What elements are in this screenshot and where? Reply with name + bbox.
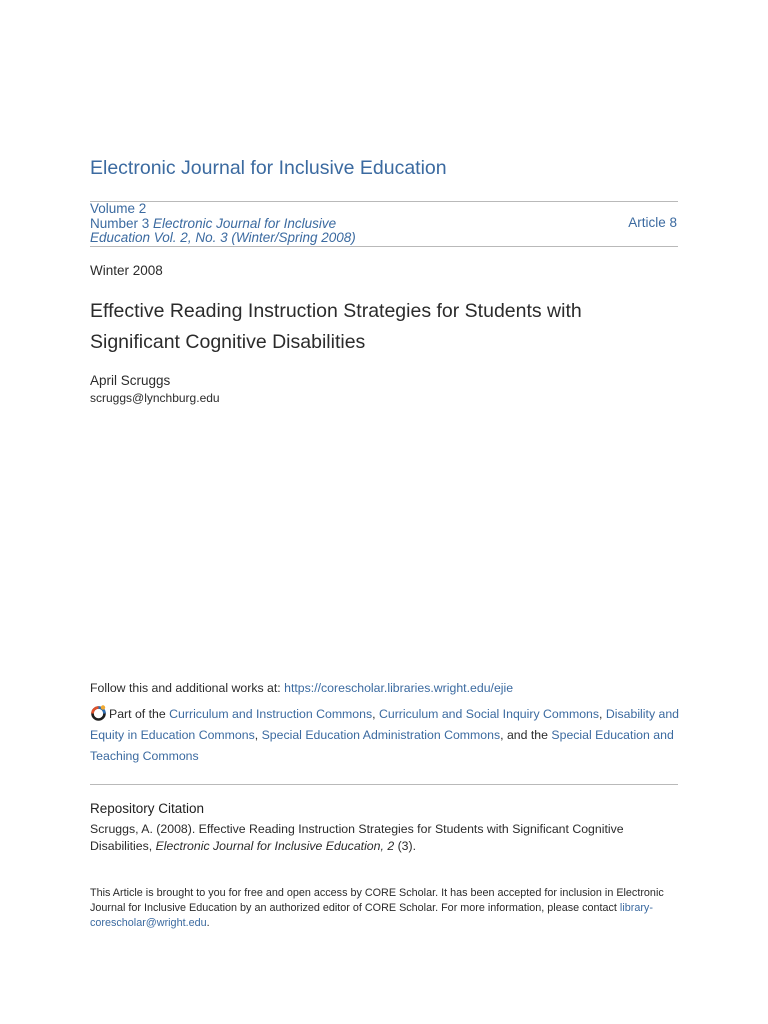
citation-rule xyxy=(90,784,678,785)
issue-info xyxy=(90,202,356,246)
part-of-prefix: Part of the xyxy=(109,707,170,721)
citation-heading: Repository Citation xyxy=(90,801,205,816)
commons-link-disability-equity[interactable]: Disability and Equity in Education Commons xyxy=(90,707,680,742)
citation-text-main: Scruggs, A. (2008). Effective Reading Instruction Strategies for Students with Significant Cognitive Disabilities, xyxy=(90,822,624,853)
follow-prefix: Follow this and additional works at: xyxy=(90,681,285,695)
article-title-line-1: Effective Reading Instruction Strategies for Students with xyxy=(90,300,582,322)
commons-and-the: , and the xyxy=(500,728,552,742)
citation-text-end: (3). xyxy=(394,839,417,853)
commons-separator: , xyxy=(599,707,606,721)
part-of-commons xyxy=(90,704,680,767)
contact-email-link[interactable]: library-corescholar@wright.edu xyxy=(90,902,653,929)
citation-journal: Electronic Journal for Inclusive Education, 2 xyxy=(155,839,395,853)
article-number-link[interactable]: Article 8 xyxy=(628,215,677,230)
access-notice-end: . xyxy=(206,917,210,929)
author-name: April Scruggs xyxy=(90,373,171,388)
commons-separator: , xyxy=(372,707,379,721)
header-rule-bottom xyxy=(90,246,678,247)
number-link[interactable]: Number 3 xyxy=(90,215,150,231)
commons-link-special-ed-teaching[interactable]: Special Education and Teaching Commons xyxy=(90,728,674,763)
commons-link-curriculum-social-inquiry[interactable]: Curriculum and Social Inquiry Commons xyxy=(378,707,600,721)
article-title xyxy=(90,296,690,358)
issue-title-link-2[interactable]: Education Vol. 2, No. 3 (Winter/Spring 2008) xyxy=(90,230,356,245)
commons-link-curriculum-instruction[interactable]: Curriculum and Instruction Commons xyxy=(169,707,373,721)
citation-text xyxy=(90,821,680,855)
article-title-line-2: Significant Cognitive Disabilities xyxy=(90,331,366,353)
repository-url-link[interactable]: https://corescholar.libraries.wright.edu/ejie xyxy=(284,681,514,695)
publication-season: Winter 2008 xyxy=(90,263,163,278)
volume-link[interactable]: Volume 2 xyxy=(90,201,147,216)
access-notice-text: This Article is brought to you for free and open access by CORE Scholar. It has been accepted for inclusion in Electronic Journal for Inclusive Education by an authorized editor of CORE Scholar. For more information, please contact xyxy=(90,887,664,914)
commons-link-special-ed-admin[interactable]: Special Education Administration Commons xyxy=(261,728,501,742)
bepress-network-icon xyxy=(90,704,107,721)
commons-separator: , xyxy=(254,728,262,742)
access-notice xyxy=(90,886,680,931)
journal-title-link[interactable]: Electronic Journal for Inclusive Education xyxy=(90,157,447,179)
author-email: scruggs@lynchburg.edu xyxy=(90,391,220,405)
issue-title-link-1[interactable]: Electronic Journal for Inclusive xyxy=(153,215,337,231)
follow-line xyxy=(90,681,513,695)
